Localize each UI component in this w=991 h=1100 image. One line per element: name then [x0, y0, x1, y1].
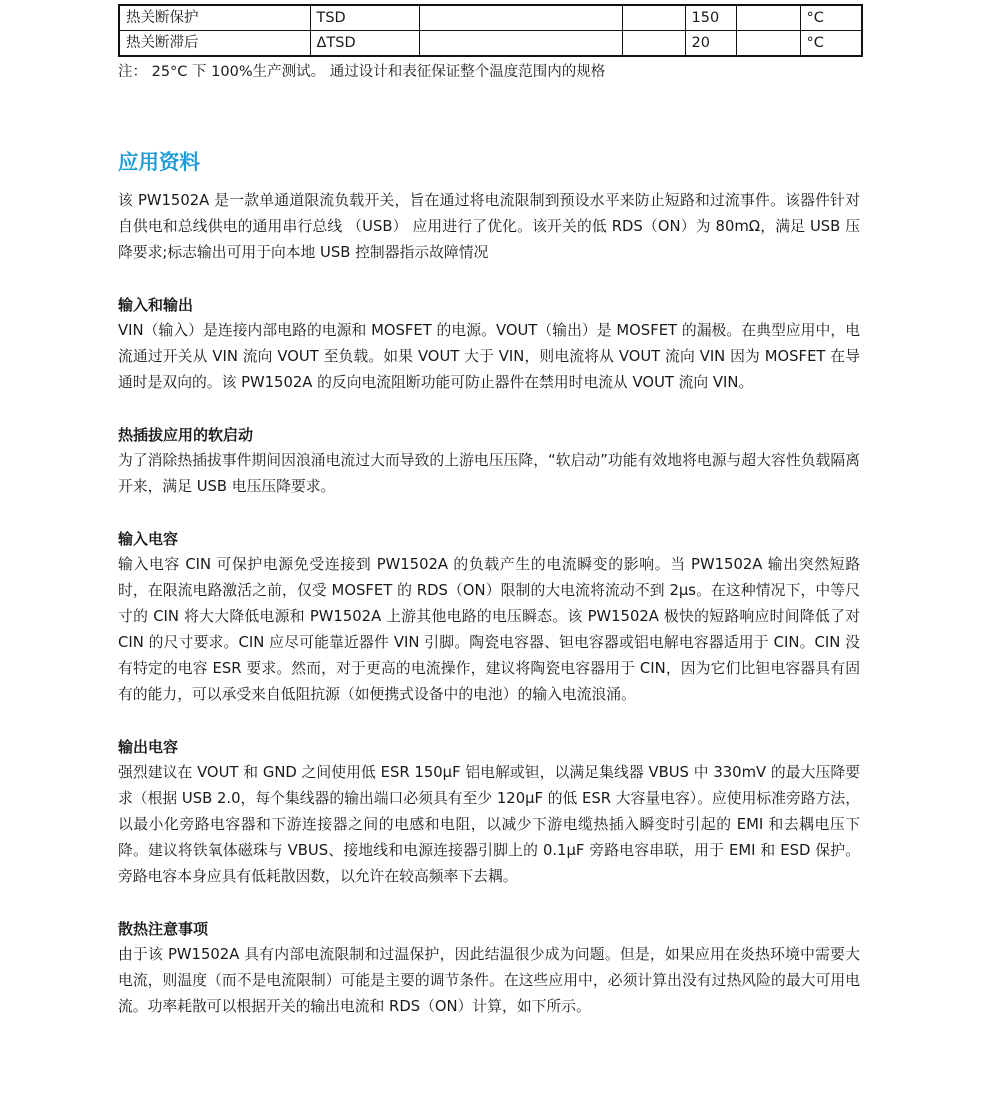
- subsection-title: 输出电容: [118, 738, 179, 756]
- max-cell: [736, 5, 800, 31]
- condition-cell: [419, 5, 622, 31]
- min-cell: [622, 5, 685, 31]
- intro-paragraph: 该 PW1502A 是一款单通道限流负载开关，旨在通过将电流限制到预设水平来防止短路和过流事件。该器件针对自供电和总线供电的通用串行总线 （USB） 应用进行了优化。该开关的低 RDS（ON）为 80mΩ，满足 USB 压降要求;标志输出可用于向本地 USB 控制器指示故障情况: [118, 192, 860, 261]
- param-name-cell: 热关断滞后: [119, 31, 310, 57]
- subsection-title: 热插拔应用的软启动: [118, 426, 254, 444]
- symbol-cell: TSD: [310, 5, 419, 31]
- subsection-title: 输入电容: [118, 530, 179, 548]
- subsection-body: VIN（输入）是连接内部电路的电源和 MOSFET 的电源。VOUT（输出）是 MOSFET 的漏极。在典型应用中，电流通过开关从 VIN 流向 VOUT 至负载。如果 VOUT 大于 VIN，则电流将从 VOUT 流向 VIN 因为 MOSFET 在导通时是双向的。该 PW1502A 的反向电流阻断功能可防止器件在禁用时电流从 VOUT 流向 VIN。: [118, 322, 860, 391]
- spec-table: [118, 4, 863, 57]
- symbol-cell: ΔTSD: [310, 31, 419, 57]
- max-cell: [736, 31, 800, 57]
- subsection-body: 为了消除热插拔事件期间因浪涌电流过大而导致的上游电压压降，“软启动”功能有效地将电源与超大容性负载隔离开来，满足 USB 电压压降要求。: [118, 452, 860, 495]
- section-content: [118, 188, 860, 1020]
- subsection-body: 输入电容 CIN 可保护电源免受连接到 PW1502A 的负载产生的电流瞬变的影响。当 PW1502A 输出突然短路时，在限流电路激活之前，仅受 MOSFET 的 RDS（ON）限制的大电流将流动不到 2μs。在这种情况下，中等尺寸的 CIN 将大大降低电源和 PW1502A 上游其他电路的电压瞬态。该 PW1502A 极快的短路响应时间降低了对 CIN 的尺寸要求。CIN 应尽可能靠近器件 VIN 引脚。陶瓷电容器、钽电容器或铝电解电容器适用于 CIN。CIN 没有特定的电容 ESR 要求。然而，对于更高的电流操作，建议将陶瓷电容器用于 CIN，因为它们比钽电容器具有固有的能力，可以承受来自低阻抗源（如便携式设备中的电池）的输入电流浪涌。: [118, 556, 860, 703]
- subsection-body: 强烈建议在 VOUT 和 GND 之间使用低 ESR 150μF 铝电解或钽，以满足集线器 VBUS 中 330mV 的最大压降要求（根据 USB 2.0，每个集线器的输出端口必须具有至少 120μF 的低 ESR 大容量电容）。应使用标准旁路方法，以最小化旁路电容器和下游连接器之间的电感和电阻，以减少下游电缆热插入瞬变时引起的 EMI 和去耦电压下降。建议将铁氧体磁珠与 VBUS、接地线和电源连接器引脚上的 0.1μF 旁路电容串联，用于 EMI 和 ESD 保护。旁路电容本身应具有低耗散因数，以允许在较高频率下去耦。: [118, 764, 860, 885]
- table-note: 注： 25°C 下 100%生产测试。 通过设计和表征保证整个温度范围内的规格: [118, 64, 606, 80]
- table-row: [119, 5, 862, 31]
- subsection-body: 由于该 PW1502A 具有内部电流限制和过温保护，因此结温很少成为问题。但是，如果应用在炎热环境中需要大电流，则温度（而不是电流限制）可能是主要的调节条件。在这些应用中，必须计算出没有过热风险的最大可用电流。功率耗散可以根据开关的输出电流和 RDS（ON）计算，如下所示。: [118, 946, 860, 1015]
- table-row: [119, 31, 862, 57]
- condition-cell: [419, 31, 622, 57]
- section-title: 应用资料: [118, 150, 200, 174]
- typ-cell: 20: [685, 31, 736, 57]
- unit-cell: °C: [800, 31, 862, 57]
- subsection-title: 散热注意事项: [118, 920, 209, 938]
- typ-cell: 150: [685, 5, 736, 31]
- min-cell: [622, 31, 685, 57]
- unit-cell: °C: [800, 5, 862, 31]
- param-name-cell: 热关断保护: [119, 5, 310, 31]
- subsection-title: 输入和输出: [118, 296, 194, 314]
